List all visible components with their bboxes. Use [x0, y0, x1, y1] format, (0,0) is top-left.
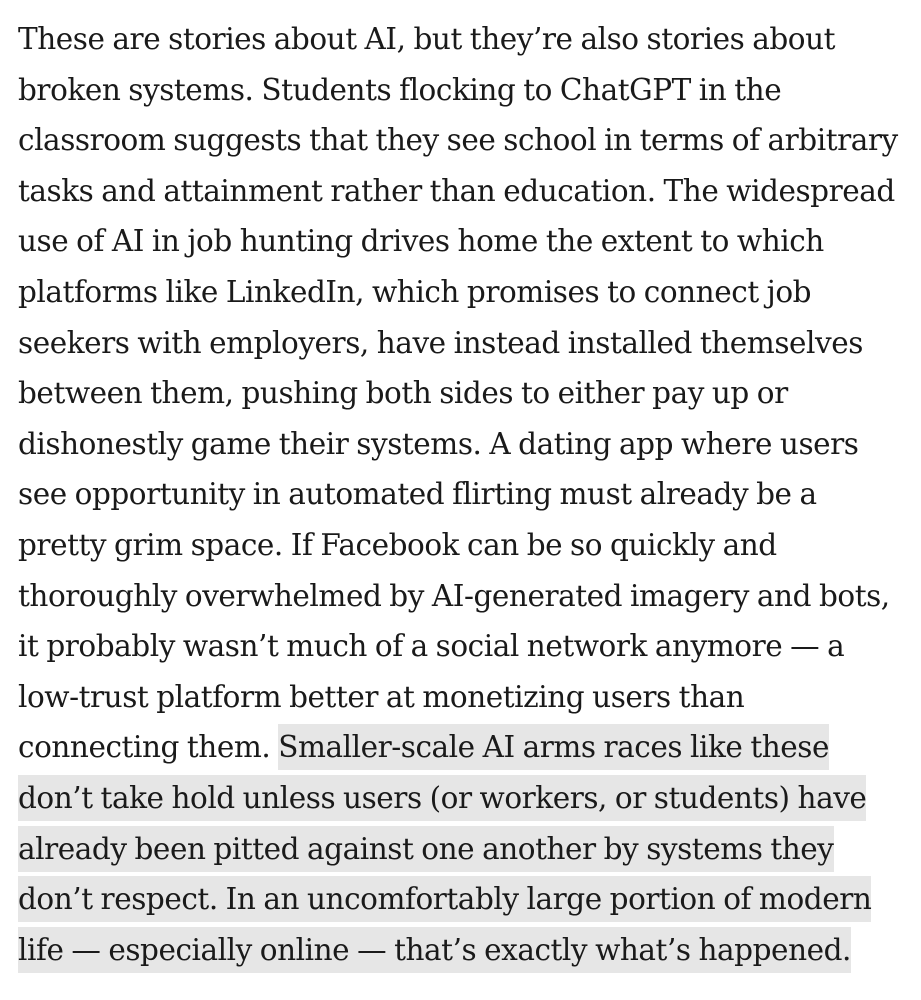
text-segment: use of AI in job hunting drives home the extent to which [18, 224, 824, 259]
text-line [18, 166, 918, 217]
text-line [18, 419, 918, 470]
text-line [18, 267, 918, 318]
text-line [18, 216, 918, 267]
article-paragraph [18, 14, 918, 975]
text-segment: it probably wasn’t much of a social network anymore — a [18, 629, 845, 664]
text-segment: pretty grim space. If Facebook can be so quickly and [18, 527, 777, 562]
highlighted-text-segment[interactable]: don’t respect. In an uncomfortably large portion of modern [18, 876, 871, 922]
text-segment: see opportunity in automated flirting must already be a [18, 477, 817, 512]
highlighted-text-segment[interactable]: life — especially online — that’s exactly what’s happened. [18, 927, 851, 973]
text-line [18, 824, 918, 875]
highlighted-text-segment[interactable]: already been pitted against one another by systems they [18, 826, 834, 872]
text-line [18, 318, 918, 369]
text-segment: tasks and attainment rather than education. The widespread [18, 173, 895, 208]
text-segment: seekers with employers, have instead installed themselves [18, 325, 863, 360]
text-segment: dishonestly game their systems. A dating app where users [18, 426, 859, 461]
text-line [18, 14, 918, 65]
text-line [18, 722, 918, 773]
text-line [18, 520, 918, 571]
text-line [18, 672, 918, 723]
text-segment: classroom suggests that they see school in terms of arbitrary [18, 123, 898, 158]
text-segment: between them, pushing both sides to either pay up or [18, 376, 788, 411]
text-segment: These are stories about AI, but they’re also stories about [18, 22, 836, 56]
highlighted-text-segment[interactable]: Smaller-scale AI arms races like these [278, 724, 829, 770]
text-line [18, 65, 918, 116]
text-segment: broken systems. Students flocking to ChatGPT in the [18, 72, 782, 107]
text-line [18, 115, 918, 166]
text-line [18, 925, 918, 976]
text-segment: platforms like LinkedIn, which promises to connect job [18, 274, 812, 309]
highlighted-text-segment[interactable]: don’t take hold unless users (or workers, or students) have [18, 775, 866, 821]
text-line [18, 368, 918, 419]
text-line [18, 469, 918, 520]
text-segment: connecting them. [18, 730, 279, 765]
text-line [18, 773, 918, 824]
text-segment: thoroughly overwhelmed by AI-generated imagery and bots, [18, 578, 890, 613]
text-line [18, 621, 918, 672]
text-line [18, 571, 918, 622]
text-line [18, 874, 918, 925]
text-segment: low-trust platform better at monetizing users than [18, 679, 745, 714]
